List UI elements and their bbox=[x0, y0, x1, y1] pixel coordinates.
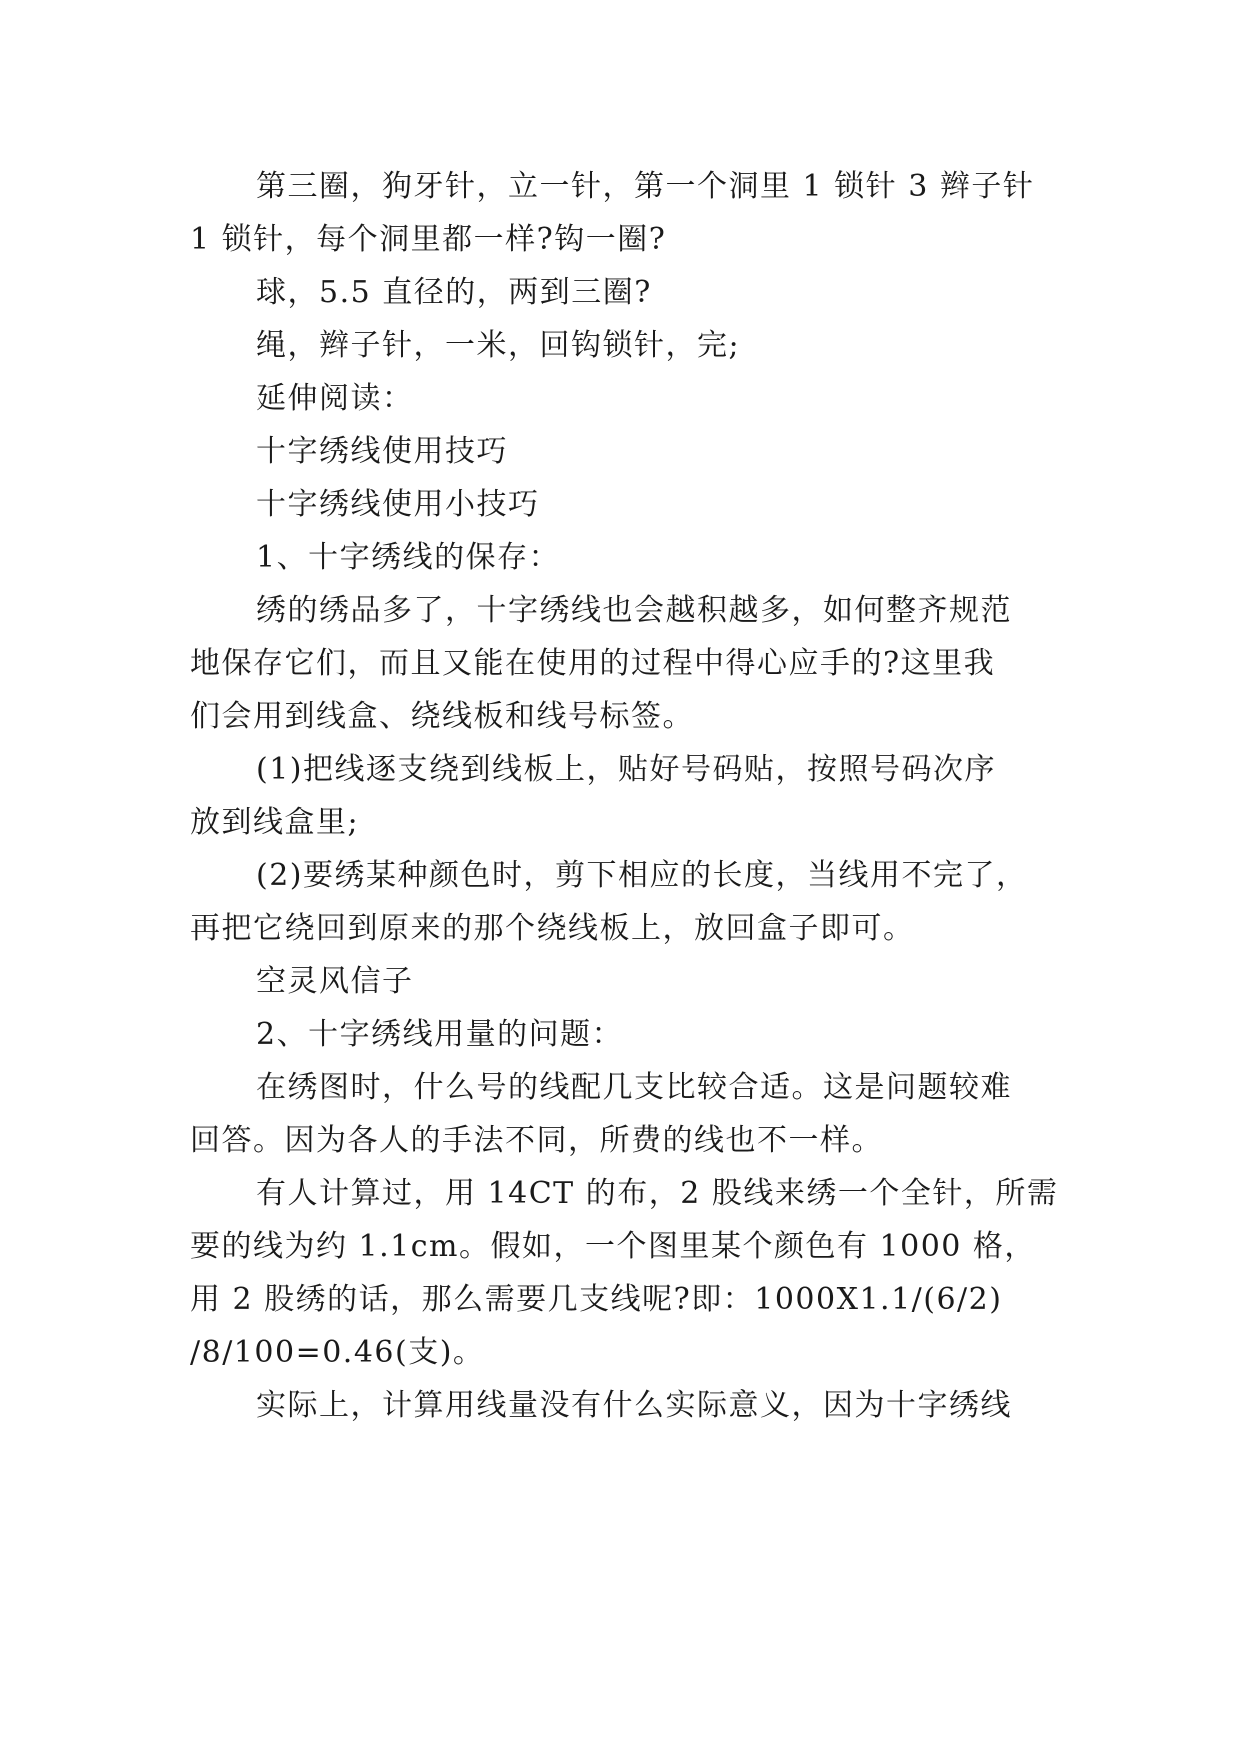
text-line: 们会用到线盒、绕线板和线号标签。 bbox=[190, 699, 694, 734]
text-line: 实际上，计算用线量没有什么实际意义，因为十字绣线 bbox=[256, 1388, 1012, 1423]
text-line: 第三圈，狗牙针，立一针，第一个洞里 1 锁针 3 辫子针 bbox=[256, 169, 1035, 204]
subsection-heading: 1、十字绣线的保存： bbox=[256, 540, 561, 575]
text-line: 地保存它们，而且又能在使用的过程中得心应手的?这里我 bbox=[190, 646, 996, 681]
text-line: 绳，辫子针，一米，回钩锁针，完; bbox=[256, 328, 741, 363]
text-line: 在绣图时，什么号的线配几支比较合适。这是问题较难 bbox=[256, 1070, 1012, 1105]
subsection-heading: 2、十字绣线用量的问题： bbox=[256, 1017, 624, 1052]
text-line: /8/100=0.46(支)。 bbox=[190, 1335, 485, 1370]
text-line: 回答。因为各人的手法不同，所费的线也不一样。 bbox=[190, 1123, 883, 1158]
text-line: 用 2 股绣的话，那么需要几支线呢?即：1000X1.1/(6/2) bbox=[190, 1282, 1003, 1317]
text-line: 延伸阅读： bbox=[256, 381, 414, 416]
text-line: 1 锁针，每个洞里都一样?钩一圈? bbox=[190, 222, 667, 257]
text-line: 再把它绕回到原来的那个绕线板上，放回盒子即可。 bbox=[190, 911, 915, 946]
text-line: 放到线盒里; bbox=[190, 805, 360, 840]
text-line: (1)把线逐支绕到线板上，贴好号码贴，按照号码次序 bbox=[256, 752, 996, 787]
text-line: 球，5.5 直径的，两到三圈? bbox=[256, 275, 652, 310]
section-heading: 十字绣线使用技巧 bbox=[256, 434, 508, 469]
text-line: 绣的绣品多了，十字绣线也会越积越多，如何整齐规范 bbox=[256, 593, 1012, 628]
text-line: (2)要绣某种颜色时，剪下相应的长度，当线用不完了， bbox=[256, 858, 1028, 893]
text-line: 要的线为约 1.1cm。假如，一个图里某个颜色有 1000 格， bbox=[190, 1229, 1036, 1264]
text-line: 空灵风信子 bbox=[256, 964, 414, 999]
section-heading: 十字绣线使用小技巧 bbox=[256, 487, 540, 522]
text-line: 有人计算过，用 14CT 的布，2 股线来绣一个全针，所需 bbox=[256, 1176, 1059, 1211]
